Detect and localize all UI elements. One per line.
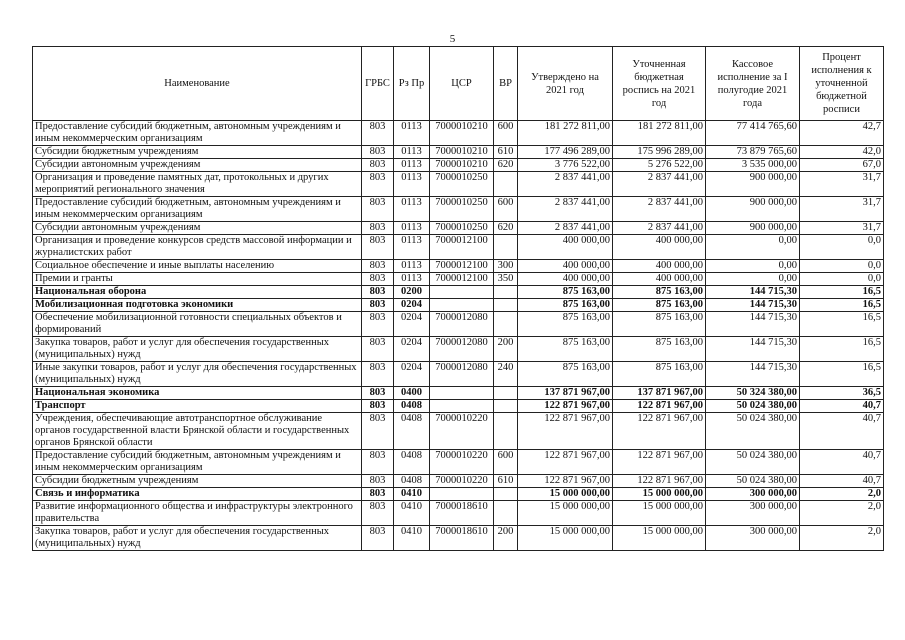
cell-rzpr: 0113 [394,146,430,159]
cell-refined: 875 163,00 [613,286,706,299]
cell-name: Развитие информационного общества и инфраструктуры электронного правительства [33,501,362,526]
cell-rzpr: 0410 [394,488,430,501]
cell-percent: 16,5 [800,299,884,312]
budget-table [32,46,884,551]
cell-approved: 177 496 289,00 [518,146,613,159]
cell-percent: 16,5 [800,337,884,362]
header-percent: Процент исполнения к уточненной бюджетной росписи [800,47,884,121]
table-row [33,172,884,197]
cell-rzpr: 0204 [394,299,430,312]
cell-name: Субсидии бюджетным учреждениям [33,146,362,159]
cell-vr: 620 [494,222,518,235]
header-refined: Уточненная бюджетная роспись на 2021 год [613,47,706,121]
cell-grbs: 803 [362,172,394,197]
cell-csr: 7000012100 [430,260,494,273]
cell-vr [494,501,518,526]
header-approved: Утверждено на 2021 год [518,47,613,121]
cell-grbs: 803 [362,475,394,488]
cell-vr [494,235,518,260]
cell-refined: 400 000,00 [613,260,706,273]
cell-name: Субсидии бюджетным учреждениям [33,475,362,488]
cell-percent: 0,0 [800,235,884,260]
cell-csr [430,299,494,312]
cell-csr: 7000010250 [430,197,494,222]
cell-rzpr: 0408 [394,475,430,488]
table-row [33,450,884,475]
cell-csr: 7000010250 [430,172,494,197]
page-number: 5 [449,33,456,45]
cell-approved: 122 871 967,00 [518,413,613,450]
cell-grbs: 803 [362,387,394,400]
cell-cash: 50 024 380,00 [706,475,800,488]
cell-cash: 300 000,00 [706,526,800,551]
cell-cash: 300 000,00 [706,488,800,501]
header-vr: ВР [494,47,518,121]
cell-refined: 875 163,00 [613,337,706,362]
cell-approved: 2 837 441,00 [518,172,613,197]
table-row [33,260,884,273]
cell-vr [494,299,518,312]
header-name: Наименование [33,47,362,121]
cell-cash: 3 535 000,00 [706,159,800,172]
cell-rzpr: 0408 [394,450,430,475]
cell-rzpr: 0113 [394,159,430,172]
cell-vr: 610 [494,146,518,159]
cell-grbs: 803 [362,312,394,337]
cell-refined: 15 000 000,00 [613,526,706,551]
cell-name: Обеспечение мобилизационной готовности специальных объектов и формирований [33,312,362,337]
header-cash: Кассовое исполнение за I полугодие 2021 года [706,47,800,121]
cell-csr: 7000012080 [430,337,494,362]
cell-percent: 16,5 [800,286,884,299]
cell-cash: 50 024 380,00 [706,413,800,450]
table-row [33,121,884,146]
cell-name: Предоставление субсидий бюджетным, автономным учреждениям и иным некоммерческим организациям [33,450,362,475]
cell-grbs: 803 [362,362,394,387]
cell-name: Премии и гранты [33,273,362,286]
cell-cash: 144 715,30 [706,312,800,337]
cell-cash: 144 715,30 [706,337,800,362]
cell-rzpr: 0204 [394,312,430,337]
cell-cash: 900 000,00 [706,197,800,222]
cell-approved: 875 163,00 [518,286,613,299]
cell-grbs: 803 [362,146,394,159]
cell-name: Закупка товаров, работ и услуг для обеспечения государственных (муниципальных) нужд [33,526,362,551]
cell-name: Национальная экономика [33,387,362,400]
cell-percent: 31,7 [800,172,884,197]
table-row [33,475,884,488]
cell-cash: 0,00 [706,273,800,286]
cell-name: Иные закупки товаров, работ и услуг для обеспечения государственных (муниципальных) нужд [33,362,362,387]
header-grbs: ГРБС [362,47,394,121]
table-row [33,146,884,159]
cell-approved: 15 000 000,00 [518,526,613,551]
table-row [33,312,884,337]
cell-rzpr: 0113 [394,197,430,222]
cell-rzpr: 0400 [394,387,430,400]
cell-csr [430,488,494,501]
cell-grbs: 803 [362,159,394,172]
cell-csr: 7000012080 [430,312,494,337]
cell-csr [430,387,494,400]
table-row [33,337,884,362]
cell-cash: 144 715,30 [706,299,800,312]
cell-approved: 400 000,00 [518,235,613,260]
cell-cash: 0,00 [706,260,800,273]
cell-name: Закупка товаров, работ и услуг для обеспечения государственных (муниципальных) нужд [33,337,362,362]
cell-cash: 77 414 765,60 [706,121,800,146]
cell-csr: 7000010250 [430,222,494,235]
cell-refined: 137 871 967,00 [613,387,706,400]
cell-grbs: 803 [362,121,394,146]
table-row [33,197,884,222]
cell-vr [494,387,518,400]
cell-name: Предоставление субсидий бюджетным, автономным учреждениям и иным некоммерческим организациям [33,197,362,222]
table-row [33,273,884,286]
cell-vr [494,172,518,197]
cell-refined: 875 163,00 [613,362,706,387]
cell-approved: 875 163,00 [518,337,613,362]
cell-grbs: 803 [362,299,394,312]
cell-approved: 400 000,00 [518,273,613,286]
cell-approved: 875 163,00 [518,312,613,337]
table-body [33,121,884,551]
cell-csr: 7000010220 [430,450,494,475]
cell-grbs: 803 [362,273,394,286]
cell-refined: 2 837 441,00 [613,197,706,222]
cell-vr: 200 [494,337,518,362]
cell-refined: 875 163,00 [613,299,706,312]
cell-percent: 40,7 [800,400,884,413]
cell-csr: 7000010210 [430,121,494,146]
cell-refined: 2 837 441,00 [613,172,706,197]
cell-rzpr: 0410 [394,501,430,526]
cell-percent: 42,0 [800,146,884,159]
cell-approved: 2 837 441,00 [518,222,613,235]
cell-csr: 7000012100 [430,235,494,260]
cell-vr [494,286,518,299]
table-row [33,299,884,312]
cell-csr: 7000010210 [430,146,494,159]
cell-grbs: 803 [362,488,394,501]
cell-grbs: 803 [362,526,394,551]
cell-percent: 2,0 [800,526,884,551]
cell-refined: 400 000,00 [613,235,706,260]
cell-vr [494,400,518,413]
cell-approved: 875 163,00 [518,362,613,387]
cell-refined: 15 000 000,00 [613,488,706,501]
cell-vr: 350 [494,273,518,286]
cell-grbs: 803 [362,501,394,526]
cell-name: Организация и проведение конкурсов средств массовой информации и журналистских работ [33,235,362,260]
cell-grbs: 803 [362,400,394,413]
cell-percent: 16,5 [800,312,884,337]
cell-cash: 900 000,00 [706,172,800,197]
cell-vr: 200 [494,526,518,551]
cell-cash: 0,00 [706,235,800,260]
cell-cash: 900 000,00 [706,222,800,235]
table-row [33,362,884,387]
cell-approved: 122 871 967,00 [518,400,613,413]
table-row [33,526,884,551]
cell-percent: 67,0 [800,159,884,172]
cell-grbs: 803 [362,197,394,222]
cell-vr [494,488,518,501]
cell-percent: 40,7 [800,450,884,475]
cell-approved: 181 272 811,00 [518,121,613,146]
cell-percent: 42,7 [800,121,884,146]
cell-refined: 122 871 967,00 [613,450,706,475]
cell-cash: 144 715,30 [706,286,800,299]
cell-rzpr: 0113 [394,121,430,146]
cell-cash: 73 879 765,60 [706,146,800,159]
cell-refined: 122 871 967,00 [613,475,706,488]
cell-name: Предоставление субсидий бюджетным, автономным учреждениям и иным некоммерческим организациям [33,121,362,146]
cell-name: Субсидии автономным учреждениям [33,222,362,235]
cell-cash: 50 324 380,00 [706,387,800,400]
cell-csr: 7000010210 [430,159,494,172]
cell-cash: 50 024 380,00 [706,400,800,413]
cell-grbs: 803 [362,222,394,235]
cell-percent: 36,5 [800,387,884,400]
cell-name: Мобилизационная подготовка экономики [33,299,362,312]
table-row [33,222,884,235]
cell-refined: 181 272 811,00 [613,121,706,146]
cell-percent: 2,0 [800,501,884,526]
cell-vr: 300 [494,260,518,273]
cell-vr: 620 [494,159,518,172]
cell-vr: 610 [494,475,518,488]
cell-vr: 600 [494,450,518,475]
table-header-row [33,47,884,121]
cell-csr: 7000018610 [430,526,494,551]
cell-name: Национальная оборона [33,286,362,299]
table-row [33,286,884,299]
cell-approved: 2 837 441,00 [518,197,613,222]
cell-percent: 40,7 [800,413,884,450]
cell-vr: 240 [494,362,518,387]
cell-rzpr: 0204 [394,337,430,362]
cell-percent: 31,7 [800,222,884,235]
cell-approved: 875 163,00 [518,299,613,312]
cell-rzpr: 0113 [394,260,430,273]
cell-cash: 50 024 380,00 [706,450,800,475]
cell-csr [430,400,494,413]
cell-percent: 2,0 [800,488,884,501]
cell-rzpr: 0204 [394,362,430,387]
cell-approved: 122 871 967,00 [518,475,613,488]
cell-grbs: 803 [362,235,394,260]
cell-vr: 600 [494,197,518,222]
cell-name: Организация и проведение памятных дат, протокольных и других мероприятий регионального значения [33,172,362,197]
cell-csr [430,286,494,299]
cell-name: Учреждения, обеспечивающие автотранспортное обслуживание органов государственной власти Брянской области и государственных органов Брянской области [33,413,362,450]
cell-refined: 122 871 967,00 [613,400,706,413]
cell-rzpr: 0113 [394,235,430,260]
cell-grbs: 803 [362,286,394,299]
cell-name: Транспорт [33,400,362,413]
table-row [33,400,884,413]
cell-csr: 7000010220 [430,475,494,488]
cell-approved: 137 871 967,00 [518,387,613,400]
cell-name: Субсидии автономным учреждениям [33,159,362,172]
header-rzpr: Рз Пр [394,47,430,121]
cell-percent: 40,7 [800,475,884,488]
cell-csr: 7000010220 [430,413,494,450]
cell-csr: 7000018610 [430,501,494,526]
cell-refined: 5 276 522,00 [613,159,706,172]
table-row [33,488,884,501]
cell-rzpr: 0410 [394,526,430,551]
cell-refined: 175 996 289,00 [613,146,706,159]
cell-csr: 7000012080 [430,362,494,387]
cell-percent: 16,5 [800,362,884,387]
cell-percent: 0,0 [800,260,884,273]
cell-refined: 122 871 967,00 [613,413,706,450]
cell-cash: 144 715,30 [706,362,800,387]
cell-grbs: 803 [362,450,394,475]
cell-name: Связь и информатика [33,488,362,501]
cell-rzpr: 0408 [394,400,430,413]
cell-approved: 122 871 967,00 [518,450,613,475]
cell-refined: 2 837 441,00 [613,222,706,235]
cell-percent: 0,0 [800,273,884,286]
cell-cash: 300 000,00 [706,501,800,526]
cell-grbs: 803 [362,413,394,450]
cell-name: Социальное обеспечение и иные выплаты населению [33,260,362,273]
cell-approved: 15 000 000,00 [518,488,613,501]
cell-approved: 3 776 522,00 [518,159,613,172]
cell-grbs: 803 [362,260,394,273]
table-row [33,159,884,172]
table-row [33,235,884,260]
cell-rzpr: 0113 [394,172,430,197]
cell-vr [494,312,518,337]
table-row [33,413,884,450]
cell-rzpr: 0408 [394,413,430,450]
table-row [33,501,884,526]
cell-percent: 31,7 [800,197,884,222]
cell-refined: 400 000,00 [613,273,706,286]
cell-grbs: 803 [362,337,394,362]
cell-rzpr: 0200 [394,286,430,299]
cell-approved: 400 000,00 [518,260,613,273]
cell-vr [494,413,518,450]
cell-refined: 875 163,00 [613,312,706,337]
header-csr: ЦСР [430,47,494,121]
cell-approved: 15 000 000,00 [518,501,613,526]
cell-rzpr: 0113 [394,273,430,286]
table-row [33,387,884,400]
cell-rzpr: 0113 [394,222,430,235]
cell-refined: 15 000 000,00 [613,501,706,526]
cell-csr: 7000012100 [430,273,494,286]
cell-vr: 600 [494,121,518,146]
